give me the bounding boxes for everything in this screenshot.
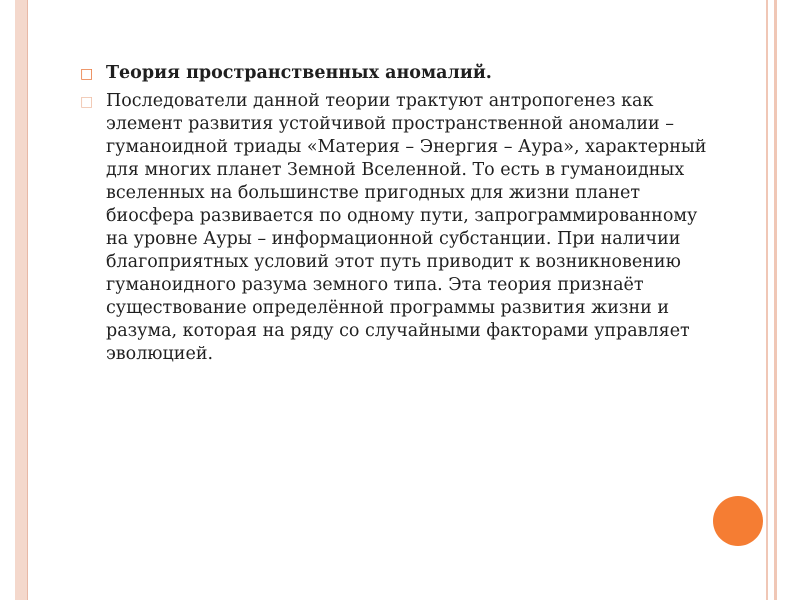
bullet-item-heading	[80, 62, 720, 84]
orange-circle-decoration	[713, 496, 763, 546]
right-border-line	[774, 0, 777, 600]
square-bullet-icon: □	[80, 66, 94, 82]
left-border-line	[27, 0, 28, 600]
right-border-line	[766, 0, 768, 600]
slide-heading: Теория пространственных аномалий.	[106, 63, 492, 83]
slide-body-text: Последователи данной теории трактуют антропогенез как элемент развития устойчивой пространственной аномалии – гуманоидной триады «Материя – Энергия – Аура», характерный для многих планет Земной Вселенной. То есть в гуманоидных вселенных на большинстве пригодных для жизни планет биосфера развивается по одному пути, запрограммированному на уровне Ауры – информационной субстанции. При наличии благоприятных условий этот путь приводит к возникновению гуманоидного разума земного типа. Эта теория признаёт существование определённой программы развития жизни и разума, которая на ряду со случайными факторами управляет эволюцией.	[106, 91, 707, 364]
left-border-band	[15, 0, 27, 600]
slide-content	[80, 62, 720, 372]
bullet-item-body	[80, 90, 720, 366]
square-bullet-icon: □	[80, 94, 94, 110]
